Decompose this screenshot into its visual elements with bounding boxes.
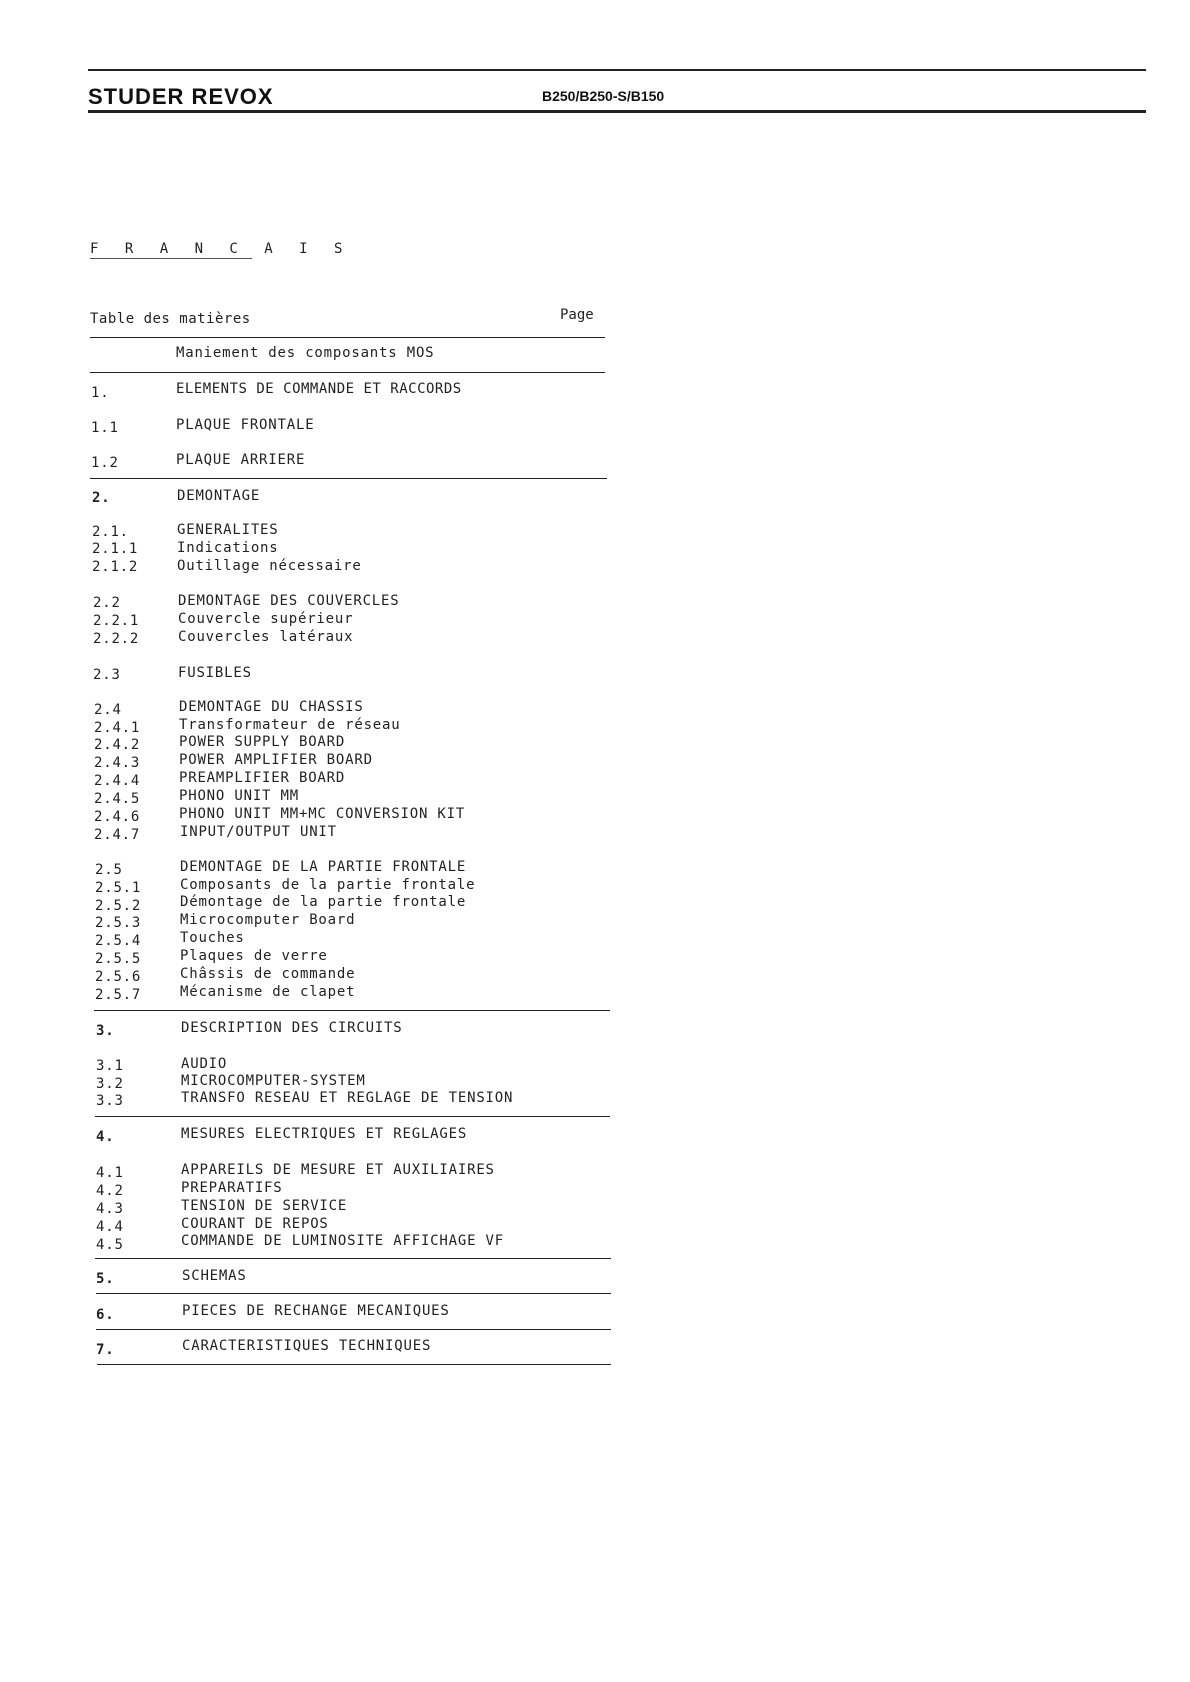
toc-entry-title: Couvercle supérieur [178,611,354,627]
toc-entry-title: ELEMENTS DE COMMANDE ET RACCORDS [176,381,462,397]
toc-entry-title: PLAQUE ARRIERE [176,452,306,468]
toc-entry-title: COURANT DE REPOS [181,1216,329,1232]
toc-entry-title: POWER SUPPLY BOARD [179,734,346,750]
toc-entry-title: DEMONTAGE DES COUVERCLES [178,593,400,609]
toc-entry-title: Indications [177,540,279,556]
toc-entry-number: 4.5 [96,1237,124,1253]
toc-entry-title: DEMONTAGE DE LA PARTIE FRONTALE [180,859,467,875]
toc-entry-number: 2.2.1 [93,613,140,629]
header-top-rule [88,69,1146,71]
toc-entry-number: 2.4.2 [94,737,141,753]
brand-logo: STUDER REVOX [88,84,274,109]
toc-entry-title: PHONO UNIT MM [179,788,299,804]
toc-entry-title: COMMANDE DE LUMINOSITE AFFICHAGE VF [181,1233,505,1249]
toc-entry-number: 4.1 [96,1165,124,1181]
toc-entry-title: PIECES DE RECHANGE MECANIQUES [182,1303,450,1319]
toc-entry-title: GENERALITES [177,522,279,538]
toc-entry-title: Composants de la partie frontale [180,877,476,893]
toc-divider [96,1329,611,1330]
toc-entry-title: DEMONTAGE [177,488,261,504]
language-heading-underline [90,258,252,259]
toc-entry-title: Couvercles latéraux [178,629,354,645]
toc-entry-title: CARACTERISTIQUES TECHNIQUES [182,1338,432,1354]
toc-entry-title: PREAMPLIFIER BOARD [179,770,346,786]
toc-entry-title: Microcomputer Board [180,912,356,928]
toc-entry-title: INPUT/OUTPUT UNIT [180,824,337,840]
toc-entry-title: DESCRIPTION DES CIRCUITS [181,1020,403,1036]
toc-entry-number: 2.5.1 [95,880,142,896]
toc-entry-title: TENSION DE SERVICE [181,1198,348,1214]
toc-divider [90,372,605,373]
toc-entry-number: 2.4 [94,702,122,718]
toc-entry-number: 3.1 [96,1058,124,1074]
page-column-caption: Page [560,307,594,323]
toc-entry-number: 4.4 [96,1219,124,1235]
toc-entry-number: 2.4.1 [94,720,141,736]
toc-entry-number: 3.3 [96,1093,124,1109]
toc-entry-number: 2.5.3 [95,915,142,931]
toc-entry-number: 6. [96,1307,115,1323]
toc-entry-number: 2.2 [93,595,121,611]
toc-entry-number: 2.2.2 [93,631,140,647]
toc-divider [90,337,605,338]
toc-entry-number: 2.4.3 [94,755,141,771]
toc-entry-title: DEMONTAGE DU CHASSIS [179,699,364,715]
header-bottom-rule [88,110,1146,113]
toc-entry-title: Châssis de commande [180,966,356,982]
toc-entry-number: 2.5 [95,862,123,878]
toc-entry-number: 2.5.6 [95,969,142,985]
toc-entry-title: Plaques de verre [180,948,328,964]
toc-entry-title: Démontage de la partie frontale [180,894,467,910]
toc-entry-title: Mécanisme de clapet [180,984,356,1000]
toc-entry-title: TRANSFO RESEAU ET REGLAGE DE TENSION [181,1090,514,1106]
toc-entry-number: 7. [96,1342,115,1358]
toc-entry-title: SCHEMAS [182,1268,247,1284]
toc-entry-title: PHONO UNIT MM+MC CONVERSION KIT [179,806,466,822]
model-number: B250/B250-S/B150 [542,88,665,104]
toc-entry-title: Touches [180,930,245,946]
toc-entry-number: 3. [96,1023,115,1039]
toc-caption: Table des matières [90,311,251,327]
toc-entry-number: 2.5.2 [95,898,142,914]
toc-divider [97,1364,611,1365]
language-heading: F R A N C A I S [90,241,352,257]
toc-entry-number: 1.2 [91,455,119,471]
toc-entry-number: 3.2 [96,1076,124,1092]
toc-entry-number: 4.3 [96,1201,124,1217]
toc-entry-number: 2.4.5 [94,791,141,807]
toc-entry-title: Outillage nécessaire [177,558,362,574]
toc-divider [95,1116,610,1117]
toc-entry-number: 2. [92,490,111,506]
toc-entry-number: 5. [96,1271,115,1287]
toc-entry-number: 2.4.4 [94,773,141,789]
toc-entry-number: 2.5.5 [95,951,142,967]
toc-entry-title: Transformateur de réseau [179,717,401,733]
toc-entry-number: 2.1.2 [92,559,139,575]
toc-entry-title: MICROCOMPUTER-SYSTEM [181,1073,366,1089]
toc-intro: Maniement des composants MOS [176,345,435,361]
toc-entry-number: 4. [96,1129,115,1145]
toc-entry-title: FUSIBLES [178,665,252,681]
toc-entry-number: 1. [91,385,110,401]
toc-entry-number: 4.2 [96,1183,124,1199]
toc-divider [95,1258,611,1259]
toc-divider [90,478,607,479]
toc-entry-number: 2.4.7 [94,827,141,843]
toc-entry-title: MESURES ELECTRIQUES ET REGLAGES [181,1126,468,1142]
toc-entry-number: 2.1.1 [92,541,139,557]
toc-entry-number: 2.4.6 [94,809,141,825]
toc-entry-title: APPAREILS DE MESURE ET AUXILIAIRES [181,1162,495,1178]
toc-entry-number: 2.5.4 [95,933,142,949]
toc-entry-title: AUDIO [181,1056,228,1072]
toc-entry-number: 2.1. [92,524,129,540]
toc-divider [96,1293,611,1294]
toc-entry-title: POWER AMPLIFIER BOARD [179,752,373,768]
toc-entry-title: PLAQUE FRONTALE [176,417,315,433]
toc-entry-number: 1.1 [91,420,119,436]
toc-entry-number: 2.3 [93,667,121,683]
toc-divider [94,1010,610,1011]
toc-entry-title: PREPARATIFS [181,1180,283,1196]
toc-entry-number: 2.5.7 [95,987,142,1003]
